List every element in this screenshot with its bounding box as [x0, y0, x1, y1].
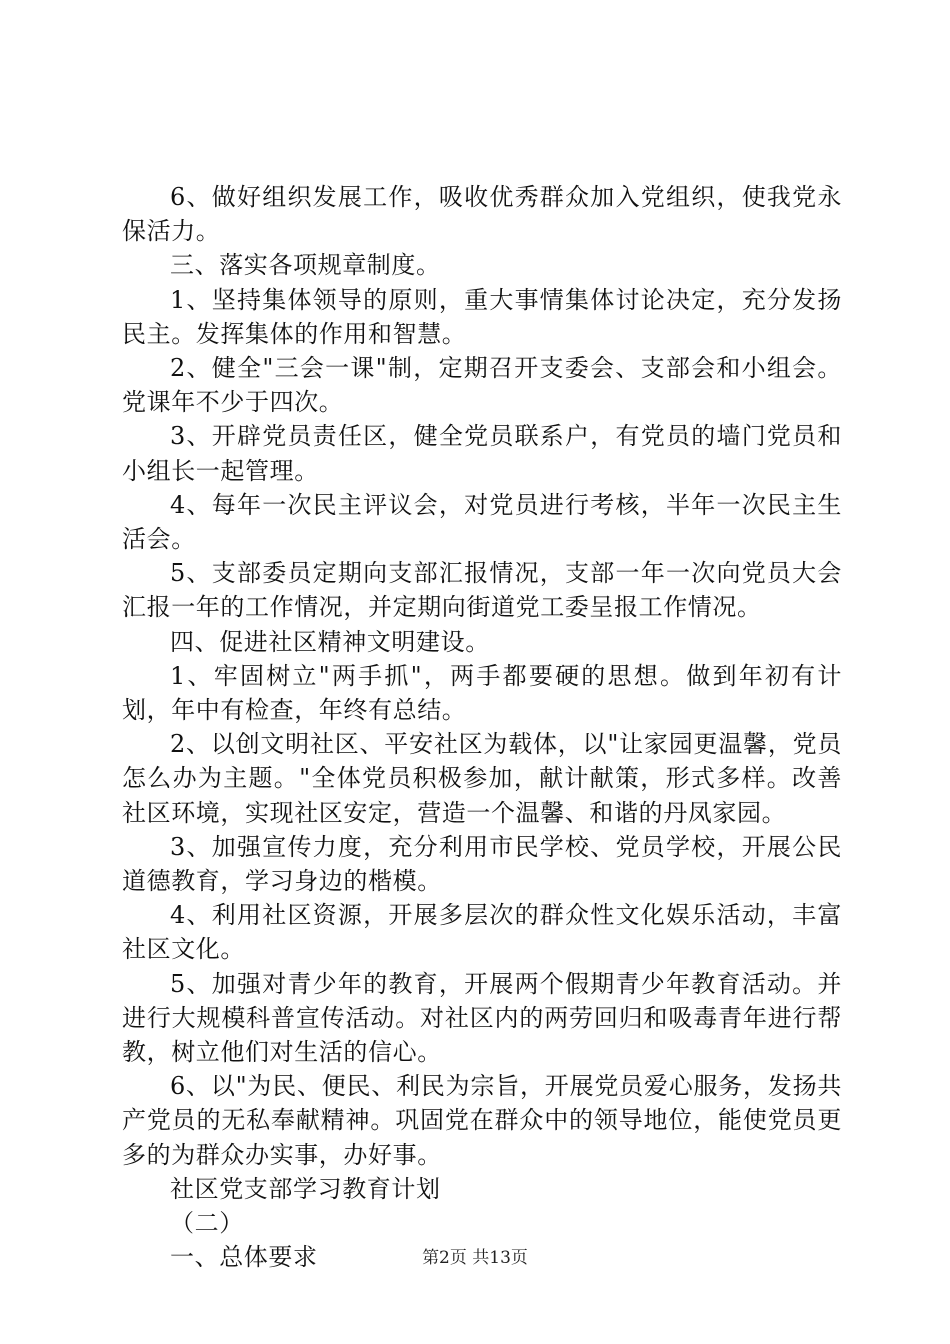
section-heading-4: 四、促进社区精神文明建设。	[170, 627, 490, 656]
document-subtitle: （二）	[170, 1209, 244, 1238]
paragraph-4-1: 1、牢固树立"两手抓"，两手都要硬的思想。做到年初有计划，年中有检查，年终有总结。	[122, 661, 842, 725]
section-heading-3: 三、落实各项规章制度。	[170, 251, 441, 280]
section-heading-1: 一、总体要求	[170, 1243, 318, 1272]
paragraph-3-2: 2、健全"三会一课"制，定期召开支委会、支部会和小组会。党课年不少于四次。	[122, 354, 842, 417]
document-body	[122, 180, 842, 1275]
page-number: 第2页 共13页	[422, 1248, 528, 1268]
paragraph-4-4: 4、利用社区资源，开展多层次的群众性文化娱乐活动，丰富社区文化。	[122, 901, 842, 964]
paragraph-3-1: 1、坚持集体领导的原则，重大事情集体讨论决定，充分发扬民主。发挥集体的作用和智慧。	[122, 285, 842, 348]
paragraph-3-3: 3、开辟党员责任区，健全党员联系户，有党员的墙门党员和小组长一起管理。	[122, 422, 842, 485]
paragraph-3-4: 4、每年一次民主评议会，对党员进行考核，半年一次民主生活会。	[122, 490, 842, 554]
paragraph-3-5: 5、支部委员定期向支部汇报情况，支部一年一次向党员大会汇报一年的工作情况，并定期向街道党工委呈报工作情况。	[122, 559, 842, 622]
paragraph-4-2: 2、以创文明社区、平安社区为载体，以"让家园更温馨，党员怎么办为主题。"全体党员积极参加，献计献策，形式多样。改善社区环境，实现社区安定，营造一个温馨、和谐的丹凤家园。	[122, 730, 842, 827]
paragraph-4-6: 6、以"为民、便民、利民为宗旨，开展党员爱心服务，发扬共产党员的无私奉献精神。巩固党在群众中的领导地位，能使党员更多的为群众办实事，办好事。	[122, 1072, 842, 1169]
paragraph-4-5: 5、加强对青少年的教育，开展两个假期青少年教育活动。并进行大规模科普宣传活动。对社区内的两劳回归和吸毒青年进行帮教，树立他们对生活的信心。	[122, 969, 842, 1067]
paragraph-4-3: 3、加强宣传力度，充分利用市民学校、党员学校，开展公民道德教育，学习身边的楷模。	[122, 832, 842, 896]
paragraph-6-org-development: 6、做好组织发展工作，吸收优秀群众加入党组织，使我党永保活力。	[122, 183, 842, 246]
document-title: 社区党支部学习教育计划	[170, 1174, 441, 1203]
